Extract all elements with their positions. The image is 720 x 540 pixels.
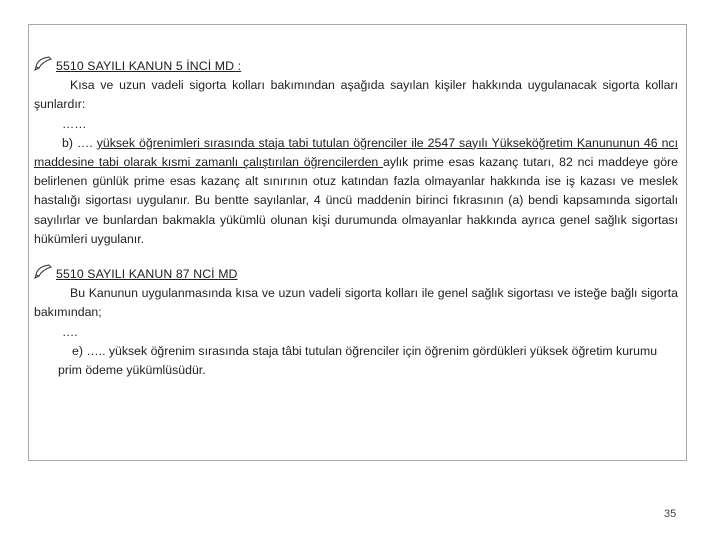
item-b-prefix: b) …. — [62, 135, 97, 150]
pen-icon — [34, 263, 54, 279]
section2-item-e-cont: prim ödeme yükümlüsüdür. — [58, 363, 206, 378]
section2-heading — [34, 265, 678, 284]
section2-intro: Bu Kanunun uygulanmasında kısa ve uzun vadeli sigorta kolları ile genel sağlık sigortası ve isteğe bağlı sigorta bakımından; — [34, 286, 678, 320]
page-number: 35 — [664, 508, 677, 520]
section2-item-e: e) ….. yüksek öğrenim sırasında staja tâbi tutulan öğrenciler için öğrenim gördükleri yüksek öğretim kurumu — [72, 343, 658, 358]
section1-heading — [34, 57, 678, 76]
slide-content — [34, 57, 678, 380]
pen-icon — [34, 55, 54, 71]
section1-dots: …… — [62, 116, 87, 131]
item-b-rest: aylık prime esas kazanç tutarı, 82 nci maddeye göre belirlenen günlük prime esas kazanç alt sınırının otuz katından fazla olmayanlar hakkında ise iş kazası ve meslek hastalığı sigortası uygulanır. Bu bentte sayılanlar, 4 üncü maddenin birinci fıkrasının (a) bendi kapsamında sigortalı sayılırlar ve bunlardan bakmakla yükümlü olunan kişi durumunda olmayanlar hakkında ayrıca genel sağlık sigortası hükümleri uygulanır. — [34, 155, 678, 246]
section2-heading-text: 5510 SAYILI KANUN 87 NCİ MD — [56, 267, 238, 282]
section1-item-b — [34, 134, 678, 249]
section1-heading-text: 5510 SAYILI KANUN 5 İNCİ MD : — [56, 59, 242, 73]
item-b-underlined: yüksek öğrenimleri sırasında staja tabi tutulan öğrenciler ile 2547 sayılı Yükseköğretim Kanununun 46 ncı maddesine tabi olarak kısmi zamanlı çalıştırılan öğrencilerden — [34, 135, 678, 170]
section1-intro: Kısa ve uzun vadeli sigorta kolları bakımından aşağıda sayılan kişiler hakkında uygulanacak sigorta kolları şunlardır: — [34, 78, 678, 112]
section2-dots: …. — [62, 324, 78, 339]
